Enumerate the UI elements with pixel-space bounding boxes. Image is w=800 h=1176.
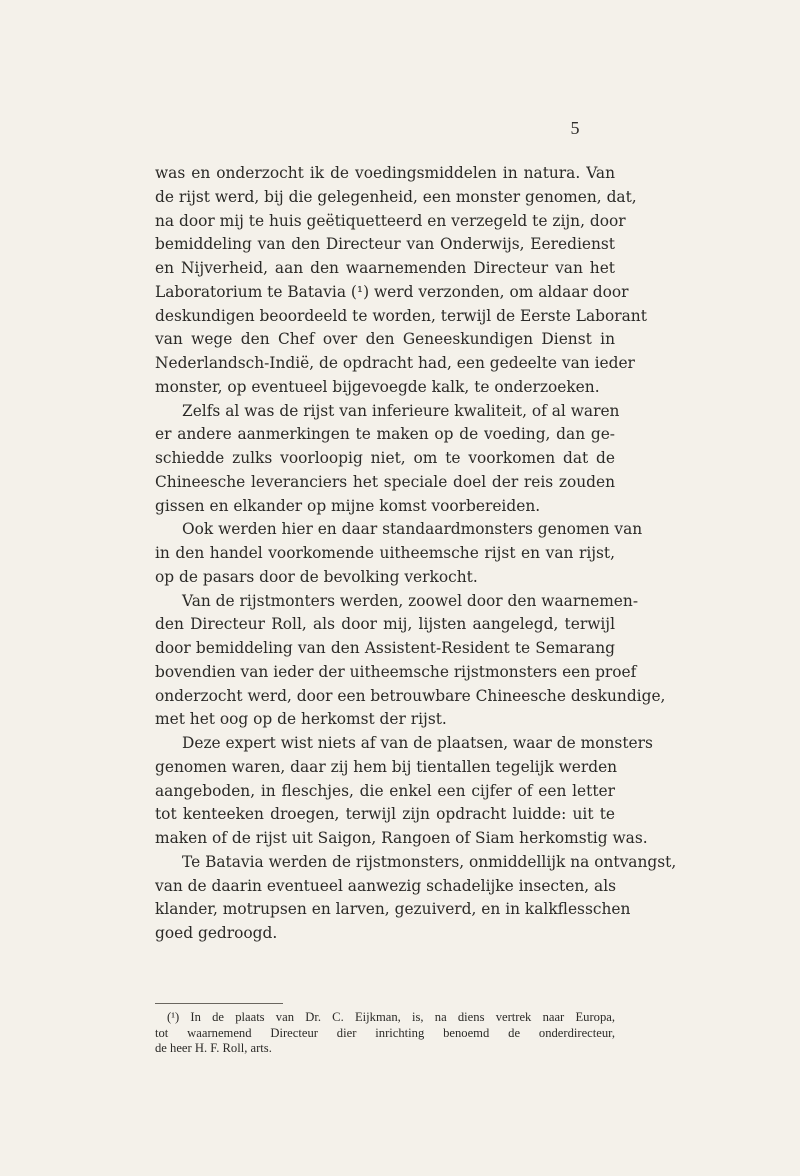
body-line: van de daarin eventueel aanwezig schadelijke insecten, als [155, 876, 617, 895]
body-line-paragraph-end: goed gedroogd. [155, 924, 278, 942]
body-line-paragraph-start: Te Batavia werden de rijstmonsters, onmiddellijk na ontvangst, [182, 852, 677, 871]
body-line: bovendien van ieder der uitheemsche rijstmonsters een proef [155, 662, 637, 681]
body-line: onderzocht werd, door een betrouwbare Chineesche deskundige, [155, 686, 666, 705]
body-line: Nederlandsch-Indië, de opdracht had, een gedeelte van ieder [155, 354, 635, 372]
body-line: klander, motrupsen en larven, gezuiverd, en in kalkflesschen [155, 900, 631, 919]
body-line: de rijst werd, bij die gelegenheid, een monster genomen, dat, [155, 187, 637, 206]
body-line: door bemiddeling van den Assistent-Resident te Semarang [155, 639, 615, 657]
body-line: was en onderzocht ik de voedingsmiddelen in natura. Van [155, 164, 615, 182]
footnote-divider [155, 1003, 283, 1004]
body-line-paragraph-end: monster, op eventueel bijgevoegde kalk, te onderzoeken. [155, 377, 600, 396]
body-line: den Directeur Roll, als door mij, lijsten aangelegd, terwijl [155, 615, 615, 634]
body-line-paragraph-end: op de pasars door de bevolking verkocht. [155, 567, 478, 586]
body-line: maken of de rijst uit Saigon, Rangoen of Siam herkomstig was. [155, 829, 648, 847]
body-line: deskundigen beoordeeld te worden, terwijl de Eerste Laborant [155, 306, 647, 325]
body-text [155, 162, 677, 946]
body-line-paragraph-start: Zelfs al was de rijst van inferieure kwaliteit, of al waren [182, 401, 620, 420]
body-line: bemiddeling van den Directeur van Onderwijs, Eeredienst [155, 235, 615, 254]
body-line: Chineesche leveranciers het speciale doel der reis zouden [155, 472, 615, 491]
body-line-paragraph-end: gissen en elkander op mijne komst voorbereiden. [155, 496, 541, 515]
footnote-line: tot waarnemend Directeur dier inrichting benoemd de onderdirecteur, [155, 1025, 615, 1040]
body-line: van wege den Chef over den Geneeskundigen Dienst in [155, 330, 615, 349]
body-line: Laboratorium te Batavia (¹) werd verzonden, om aldaar door [155, 282, 629, 301]
body-line-paragraph-start: Deze expert wist niets af van de plaatsen, waar de monsters [182, 734, 653, 752]
page-number: 5 [570, 118, 580, 138]
body-line: in den handel voorkomende uitheemsche rijst en van rijst, [155, 544, 615, 562]
body-line: na door mij te huis geëtiquetteerd en verzegeld te zijn, door [155, 211, 626, 230]
body-line-paragraph-start: Ook werden hier en daar standaardmonsters genomen van [182, 520, 643, 539]
body-line: er andere aanmerkingen te maken op de voeding, dan ge- [155, 425, 615, 444]
body-line: tot kenteeken droegen, terwijl zijn opdracht luidde: uit te [155, 805, 615, 824]
footnote-line: (¹) In de plaats van Dr. C. Eijkman, is, na diens vertrek naar Europa, [167, 1010, 615, 1024]
body-line: aangeboden, in fleschjes, die enkel een cijfer of een letter [155, 781, 615, 800]
body-line: schiedde zulks voorloopig niet, om te voorkomen dat de [155, 449, 615, 467]
body-line-paragraph-start: Van de rijstmonters werden, zoowel door den waarnemen- [182, 591, 639, 610]
body-line: genomen waren, daar zij hem bij tientallen tegelijk werden [155, 757, 618, 776]
footnote-line: de heer H. F. Roll, arts. [155, 1041, 272, 1056]
body-line: en Nijverheid, aan den waarnemenden Directeur van het [155, 259, 615, 277]
footnote [155, 1010, 615, 1057]
body-line-paragraph-end: met het oog op de herkomst der rijst. [155, 710, 447, 729]
